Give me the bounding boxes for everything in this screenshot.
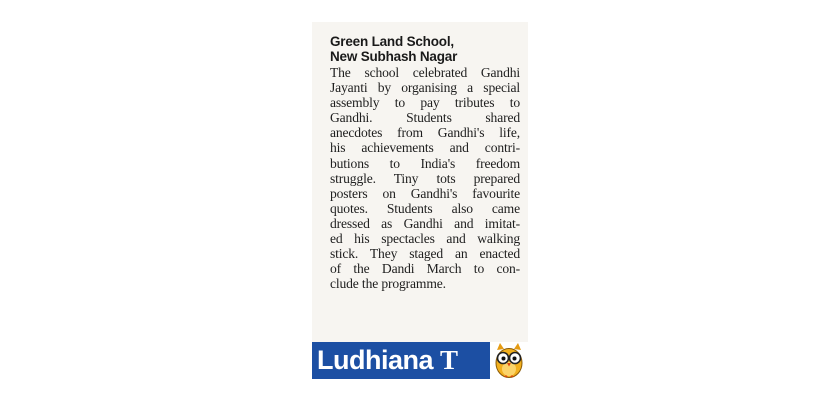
newspaper-masthead bbox=[312, 342, 528, 379]
body-line: posters on Gandhi's favourite bbox=[330, 185, 520, 201]
masthead-city: Ludhiana bbox=[317, 345, 440, 375]
body-line: dressed as Gandhi and imitat- bbox=[330, 215, 520, 231]
masthead-title bbox=[317, 345, 458, 376]
body-line: anecdotes from Gandhi's life, bbox=[330, 125, 520, 141]
body-line: clude the programme. bbox=[330, 276, 446, 292]
body-line: stick. They staged an enacted bbox=[330, 246, 520, 262]
body-line: quotes. Students also came bbox=[330, 200, 520, 216]
headline-line: Green Land School, bbox=[330, 34, 454, 49]
body-line: struggle. Tiny tots prepared bbox=[330, 170, 520, 186]
owl-icon bbox=[490, 342, 528, 379]
body-line: butions to India's freedom bbox=[330, 155, 520, 171]
newspaper-clipping bbox=[312, 22, 528, 379]
masthead-cutoff-letter: T bbox=[440, 345, 458, 375]
body-line: assembly to pay tributes to bbox=[330, 95, 520, 111]
body-line: his achievements and contri- bbox=[330, 140, 520, 156]
body-line: Gandhi. Students shared bbox=[330, 110, 520, 126]
article-headline bbox=[330, 34, 520, 64]
body-line: The school celebrated Gandhi bbox=[330, 65, 520, 80]
headline-line: New Subhash Nagar bbox=[330, 49, 458, 64]
article-body bbox=[330, 65, 520, 291]
body-line: ed his spectacles and walking bbox=[330, 231, 520, 247]
article bbox=[330, 34, 520, 291]
body-line: of the Dandi March to con- bbox=[330, 261, 520, 277]
body-line: Jayanti by organising a special bbox=[330, 80, 520, 96]
owl-icon-graphic bbox=[490, 342, 528, 379]
